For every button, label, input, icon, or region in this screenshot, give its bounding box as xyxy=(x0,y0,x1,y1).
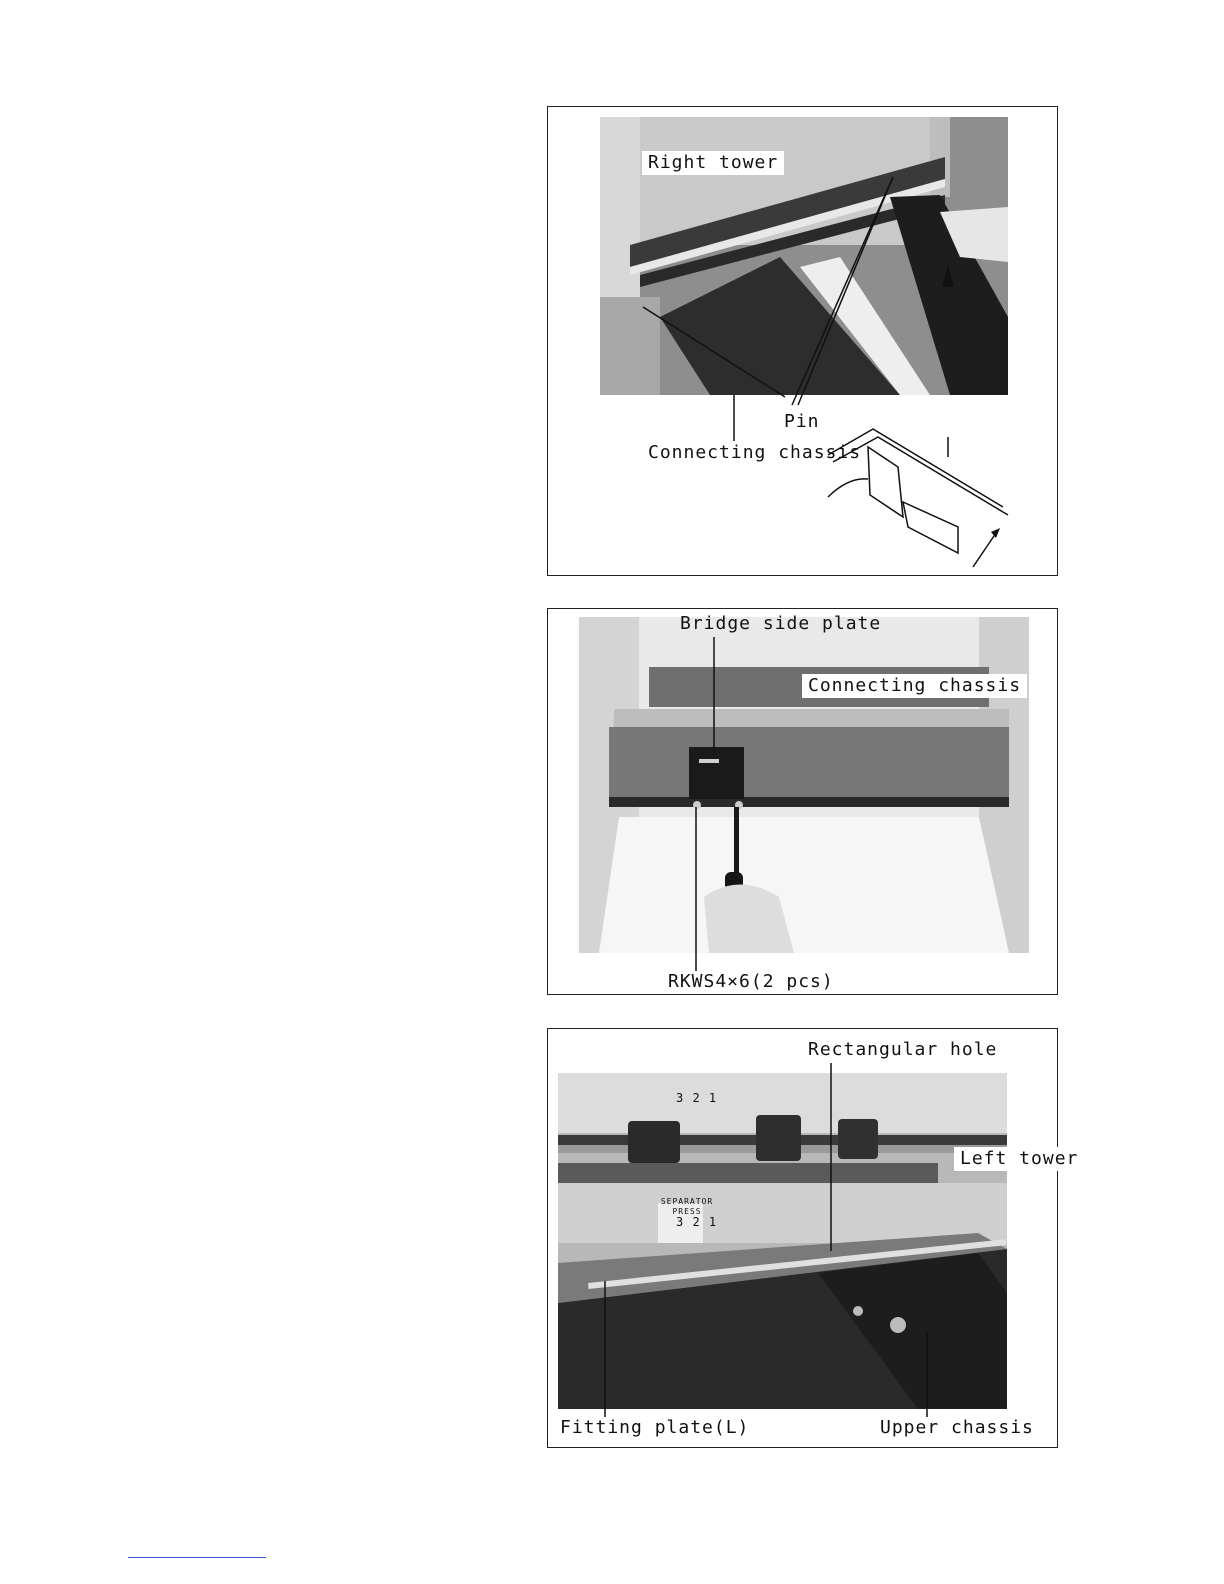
label-upper-chassis: Upper chassis xyxy=(880,1417,1034,1438)
label-fitting-plate: Fitting plate(L) xyxy=(560,1417,750,1438)
label-left-tower: Left tower xyxy=(954,1147,1084,1171)
label-scale-bottom: 3 2 1 xyxy=(676,1215,718,1229)
label-scale-top: 3 2 1 xyxy=(676,1091,718,1105)
figure-1-frame xyxy=(547,106,1058,576)
label-separator-press: SEPARATOR PRESS xyxy=(660,1197,714,1216)
bridge-side-plate-photo-graphic xyxy=(579,617,1029,953)
label-bridge-side-plate: Bridge side plate xyxy=(680,613,882,634)
label-rectangular-hole: Rectangular hole xyxy=(808,1039,998,1060)
label-right-tower: Right tower xyxy=(642,151,784,175)
label-screws: RKWS4×6(2 pcs) xyxy=(668,971,834,992)
figure-3-frame xyxy=(547,1028,1079,1448)
label-connecting-chassis-1: Connecting chassis xyxy=(648,442,862,463)
label-pin: Pin xyxy=(784,411,820,432)
upper-chassis-photo-graphic xyxy=(558,1073,1007,1409)
label-connecting-chassis-2: Connecting chassis xyxy=(802,674,1027,698)
figure-2-photo xyxy=(579,617,1029,953)
figure-3-photo xyxy=(558,1073,1007,1409)
footer-rule xyxy=(128,1557,266,1558)
figure-2-frame xyxy=(547,608,1058,995)
